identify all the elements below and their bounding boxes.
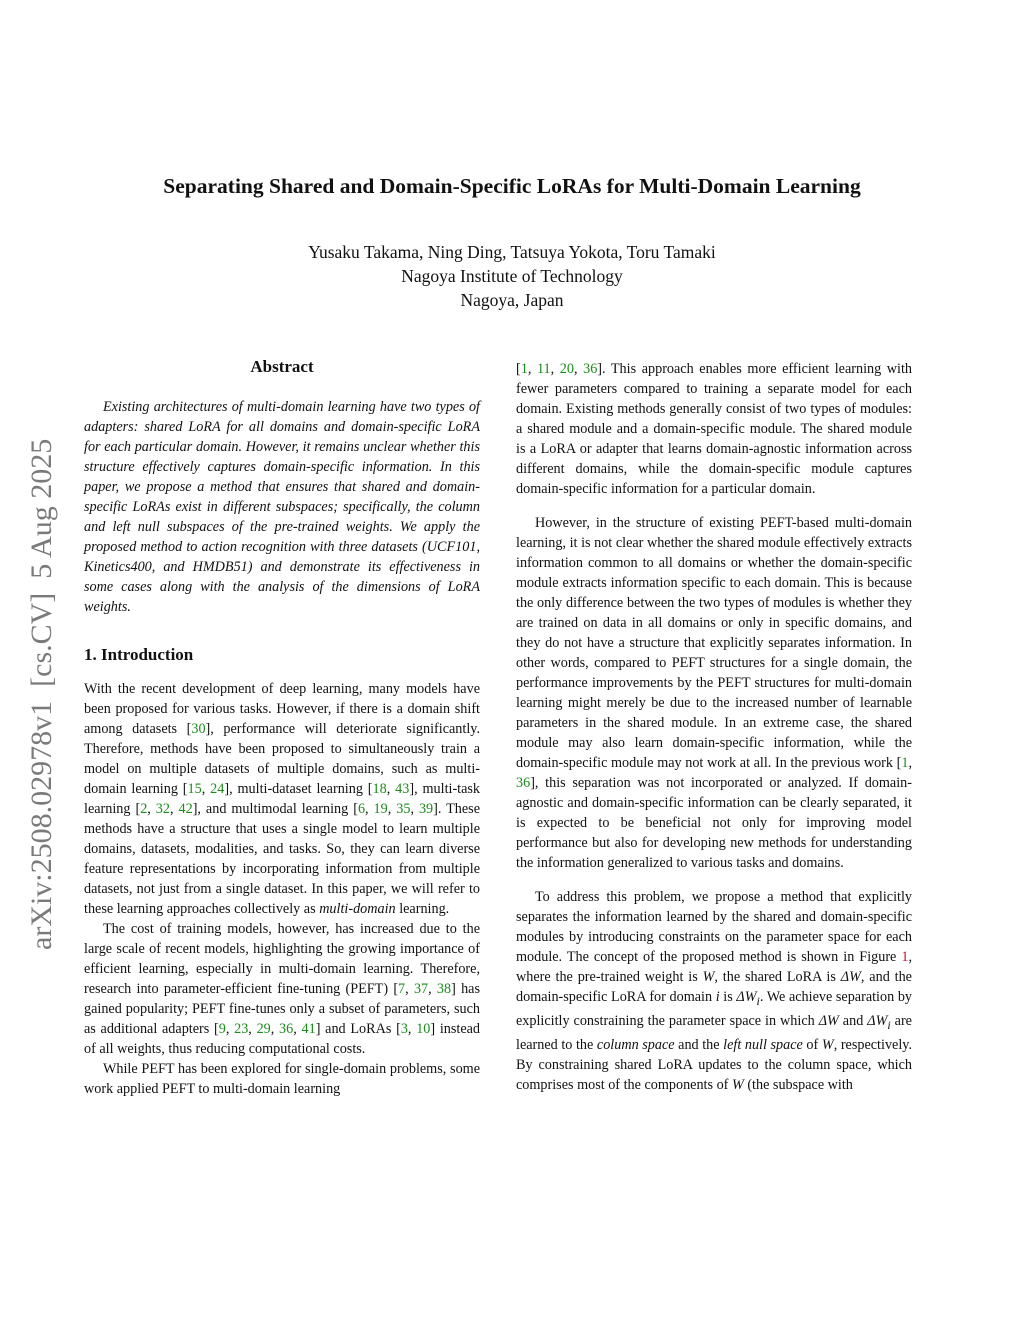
author-names: Yusaku Takama, Ning Ding, Tatsuya Yokota, Toru Tamaki xyxy=(308,242,716,262)
citation-link[interactable]: 20 xyxy=(559,361,574,377)
arxiv-sidebar-stamp xyxy=(20,360,64,950)
abstract-text: Existing architectures of multi-domain learning have two types of adapters: shared LoRA for all domains and domain-specific LoRA for each particular domain. However, it remains unclear whether this structure effectively captures domain-specific information. In this paper, we propose a method that ensures that shared and domain-specific LoRAs exist in different subspaces; specifically, the column and left null subspaces of the pre-trained weights. We apply the proposed method to action recognition with three datasets (UCF101, Kinetics400, and HMDB51) and demonstrate its effectiveness in some cases along with the analysis of the dimensions of LoRA weights. xyxy=(84,399,480,615)
citation-link[interactable]: 15 xyxy=(187,781,202,797)
intro-paragraph-3: While PEFT has been explored for single-domain problems, some work applied PEFT to multi-domain learning xyxy=(84,1061,480,1097)
citation-link[interactable]: 18 xyxy=(372,781,387,797)
citation-link[interactable]: 36 xyxy=(583,361,598,377)
author-block xyxy=(0,240,1024,312)
citation-link[interactable]: 37 xyxy=(413,981,429,997)
citation-link[interactable]: 24 xyxy=(210,781,225,797)
citation-link[interactable]: 32 xyxy=(155,801,170,817)
citation-link[interactable]: 39 xyxy=(418,801,434,817)
citation-link[interactable]: 29 xyxy=(256,1021,271,1037)
citation-link[interactable]: 36 xyxy=(279,1021,294,1037)
affiliation: Nagoya Institute of Technology xyxy=(401,266,623,286)
abstract-heading: Abstract xyxy=(250,357,314,376)
citation-link[interactable]: 30 xyxy=(191,721,206,737)
citation-link[interactable]: 11 xyxy=(536,361,551,377)
figure-ref-link[interactable]: 1 xyxy=(901,949,909,965)
paper-title: Separating Shared and Domain-Specific LoRAs for Multi-Domain Learning xyxy=(163,174,861,198)
citation-link[interactable]: 41 xyxy=(301,1021,316,1037)
citation-link[interactable]: 35 xyxy=(396,801,411,817)
citation-link[interactable]: 1 xyxy=(520,361,528,377)
right-paragraph-2: However, in the structure of existing PEFT-based multi-domain learning, it is not clear whether the shared module effectively extracts information common to all domains or whether the domain-specific module extracts information specific to each domain. This is because the only difference between the two types of modules is whether they are trained on data in all domains or only in specific domains, and they do not have a structure that explicitly separates information. In other words, compared to PEFT structures for a single domain, the performance improvements by the PEFT structures for multi-domain learning might merely be due to the increased number of learnable parameters in the shared module. In an extreme case, the shared module may also learn domain-specific information, while the domain-specific module may not work at all. In the previous work [1, 36], this separation was not incorporated or analyzed. If domain-agnostic and domain-specific information can be clearly separated, it is expected to be beneficial not only for improving model performance but also for developing new methods for understanding the information generalized to various tasks and domains. xyxy=(516,515,912,871)
citation-link[interactable]: 10 xyxy=(416,1021,431,1037)
arxiv-category: [cs.CV] xyxy=(25,592,58,687)
right-column xyxy=(516,359,912,1095)
citation-link[interactable]: 23 xyxy=(234,1021,249,1037)
citation-link[interactable]: 19 xyxy=(373,801,388,817)
left-column xyxy=(84,355,480,1099)
intro-paragraph-1: With the recent development of deep learning, many models have been proposed for various tasks. However, if there is a domain shift among datasets [30], performance will deteriorate significantly. Therefore, methods have been proposed to simultaneously train a model on multiple datasets of multiple domains, such as multi-domain learning [15, 24], multi-dataset learning [18, 43], multi-task learning [2, 32, 42], and multimodal learning [6, 19, 35, 39]. These methods have a structure that uses a single model to learn multiple domains, datasets, modalities, and tasks. So, they can learn diverse feature representations by incorporating information from multiple datasets, not just from a single dataset. In this paper, we will refer to these learning approaches collectively as multi-domain learning. xyxy=(84,681,481,917)
citation-link[interactable]: 42 xyxy=(178,801,193,817)
citation-link[interactable]: 2 xyxy=(140,801,148,817)
intro-paragraph-2: The cost of training models, however, has increased due to the large scale of recent models, highlighting the growing importance of efficient learning, especially in multi-domain learning. Therefore, research into parameter-efficient fine-tuning (PEFT) [7, 37, 38] has gained popularity; PEFT fine-tunes only a subset of parameters, such as additional adapters [9, 23, 29, 36, 41] and LoRAs [3, 10] instead of all weights, thus reducing computational costs. xyxy=(84,921,481,1057)
citation-link[interactable]: 38 xyxy=(436,981,452,997)
location: Nagoya, Japan xyxy=(460,290,564,310)
right-paragraph-3: To address this problem, we propose a method that explicitly separates the information learned by the shared and domain-specific modules by introducing constraints on the parameter space for each module. The concept of the proposed method is shown in Figure 1, where the pre-trained weight is W, the shared LoRA is ΔW, and the domain-specific LoRA for domain i is $\Delta W_i$. We achieve separation by explicitly constraining the parameter space in which ΔW and $\Delta W_i$ are learned to the column space and the left null space of W, respectively. By constraining shared LoRA updates to the column space, which comprises most of the components of W (the subspace with xyxy=(516,889,913,1093)
citation-link[interactable]: 1 xyxy=(901,755,909,771)
citation-link[interactable]: 7 xyxy=(398,981,406,997)
arxiv-date: 5 Aug 2025 xyxy=(25,438,58,579)
citation-link[interactable]: 9 xyxy=(218,1021,226,1037)
citation-link[interactable]: 43 xyxy=(395,781,410,797)
right-paragraph-1: [1, 11, 20, 36]. This approach enables more efficient learning with fewer parameters compared to training a separate model for each domain. Existing methods generally consist of two types of modules: a shared module and a domain-specific module. The shared module is a LoRA or adapter that learns domain-agnostic information across different domains, while the domain-specific module captures domain-specific information for a particular domain. xyxy=(516,361,913,497)
citation-link[interactable]: 36 xyxy=(516,775,531,791)
citation-link[interactable]: 3 xyxy=(400,1021,408,1037)
arxiv-id: arXiv:2508.02978v1 xyxy=(25,700,58,950)
section-heading-introduction: 1. Introduction xyxy=(84,645,194,664)
citation-link[interactable]: 6 xyxy=(357,801,366,817)
